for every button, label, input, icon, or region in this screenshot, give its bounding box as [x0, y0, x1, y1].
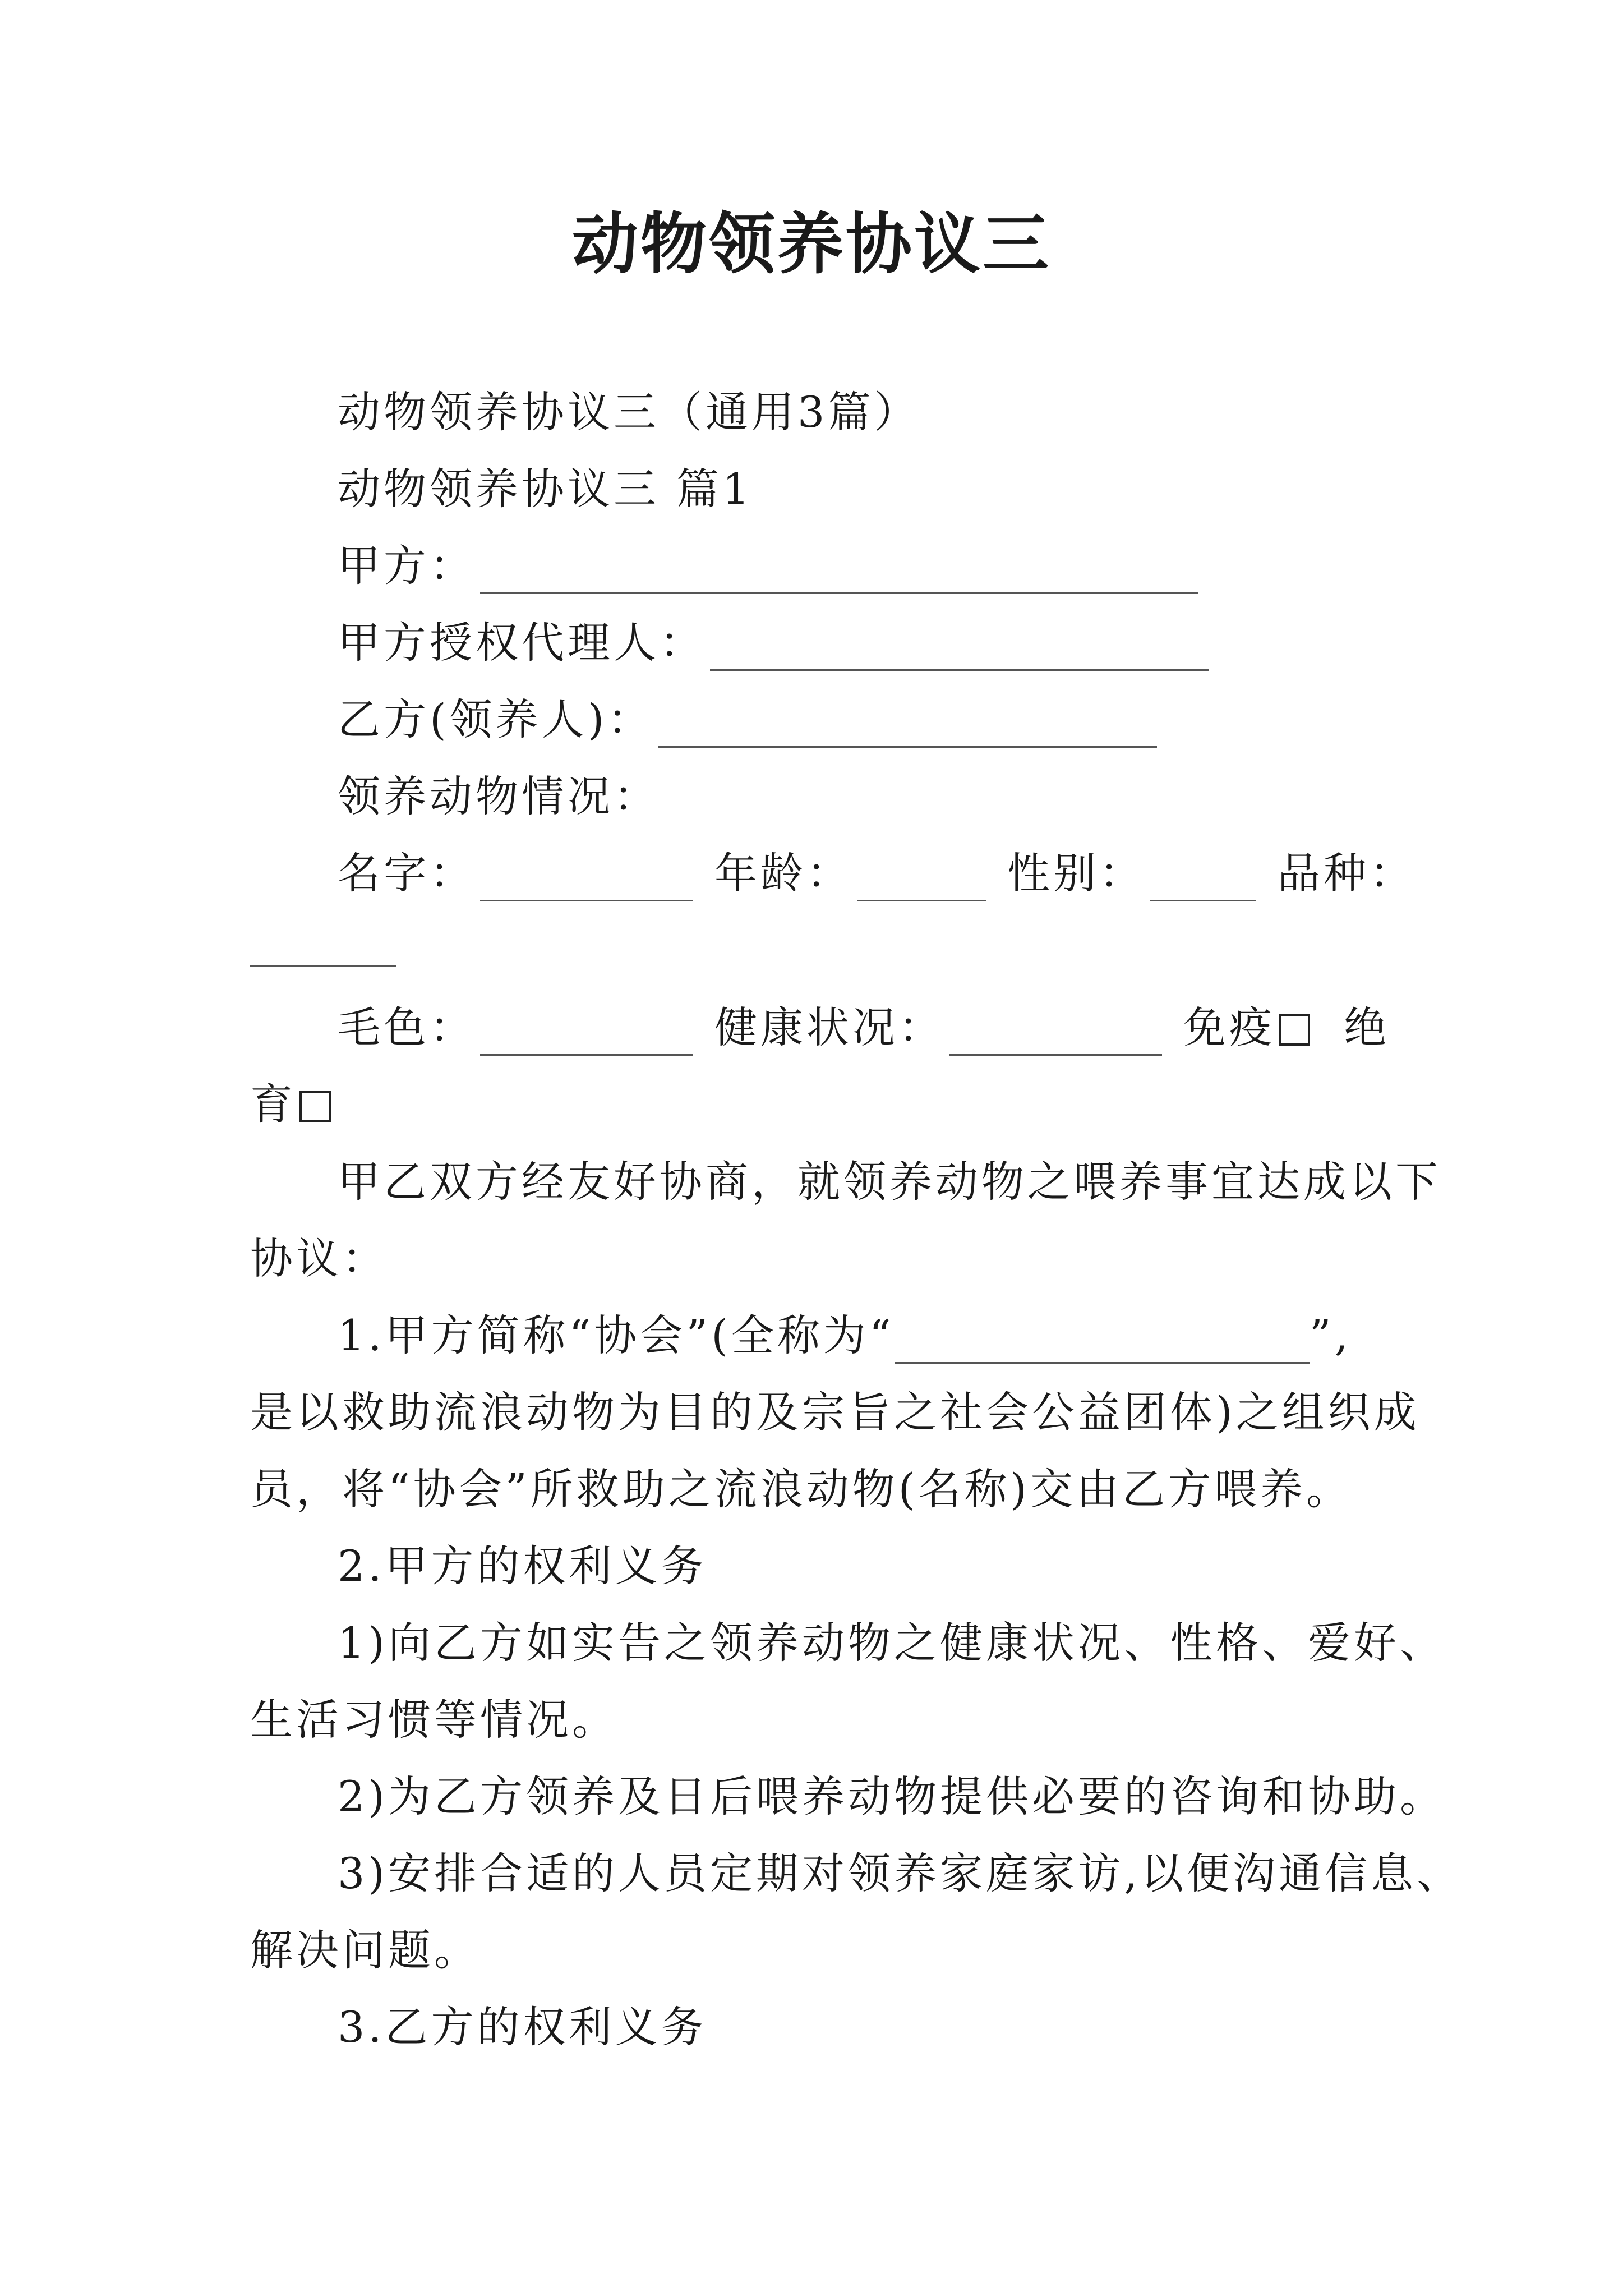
name-blank[interactable] — [480, 861, 693, 901]
party-a-agent-blank[interactable] — [710, 630, 1209, 671]
sterilized-checkbox[interactable] — [299, 1091, 331, 1122]
age-blank[interactable] — [857, 861, 986, 901]
color-blank[interactable] — [480, 1015, 693, 1056]
sterilized-row — [250, 1076, 1417, 1133]
party-b-label: 乙方(领养人)： — [338, 694, 654, 744]
clause1-line-3: 员，将“协会”所救助之流浪动物(名称)交由乙方喂养。 — [250, 1464, 1353, 1514]
party-a-agent-label: 甲方授权代理人： — [338, 618, 706, 668]
clause2-item1-line2: 生活习惯等情况。 — [250, 1695, 618, 1745]
color-label: 毛色： — [338, 1002, 476, 1052]
health-blank[interactable] — [949, 1015, 1162, 1056]
name-label: 名字： — [338, 848, 476, 898]
sterilized-label-part1: 绝 — [1344, 1002, 1390, 1052]
party-b-blank[interactable] — [658, 707, 1157, 748]
section-heading: 动物领养协议三 篇1 — [338, 464, 753, 514]
clause2-item1-line1: 1)向乙方如实告之领养动物之健康状况、性格、爱好、 — [338, 1618, 1446, 1668]
clause2-title: 2.甲方的权利义务 — [338, 1541, 707, 1591]
party-a-blank[interactable] — [480, 553, 1198, 594]
intro-line-2: 协议： — [250, 1234, 388, 1283]
party-a-row — [338, 538, 1504, 594]
clause3-title: 3.乙方的权利义务 — [338, 2002, 707, 2052]
clause1-line-2: 是以救助流浪动物为目的及宗旨之社会公益团体)之组织成 — [250, 1387, 1420, 1437]
clause2-item2: 2)为乙方领养及日后喂养动物提供必要的咨询和协助。 — [338, 1772, 1446, 1821]
breed-label: 品种： — [1278, 848, 1415, 898]
document-subtitle: 动物领养协议三（通用3篇） — [338, 387, 920, 437]
animal-info-label: 领养动物情况： — [338, 771, 660, 821]
association-fullname-blank[interactable] — [895, 1323, 1310, 1364]
clause1-text-a: 1.甲方简称“协会”(全称为“ — [338, 1310, 895, 1360]
party-a-label: 甲方： — [338, 541, 476, 591]
sex-blank[interactable] — [1150, 861, 1256, 901]
breed-blank[interactable] — [250, 926, 396, 967]
document-title: 动物领养协议三 — [571, 205, 1051, 283]
animal-basic-row — [338, 845, 1504, 901]
clause1-text-b: ”, — [1309, 1310, 1352, 1360]
party-b-row — [338, 692, 1504, 748]
sterilized-label-part2: 育 — [250, 1079, 296, 1129]
sex-label: 性别： — [1007, 848, 1145, 898]
immunized-checkbox[interactable] — [1279, 1014, 1310, 1046]
clause1-line-1 — [338, 1308, 1504, 1364]
breed-row — [250, 911, 1417, 967]
immunized-label: 免疫 — [1183, 1002, 1275, 1052]
party-a-agent-row — [338, 615, 1504, 671]
clause2-item3-line2: 解决问题。 — [250, 1925, 480, 1975]
age-label: 年龄： — [714, 848, 852, 898]
intro-line-1: 甲乙双方经友好协商，就领养动物之喂养事宜达成以下 — [338, 1157, 1441, 1207]
animal-health-row — [338, 1000, 1504, 1056]
clause2-item3-line1: 3)安排合适的人员定期对领养家庭家访,以便沟通信息、 — [338, 1848, 1463, 1898]
health-label: 健康状况： — [714, 1002, 944, 1052]
